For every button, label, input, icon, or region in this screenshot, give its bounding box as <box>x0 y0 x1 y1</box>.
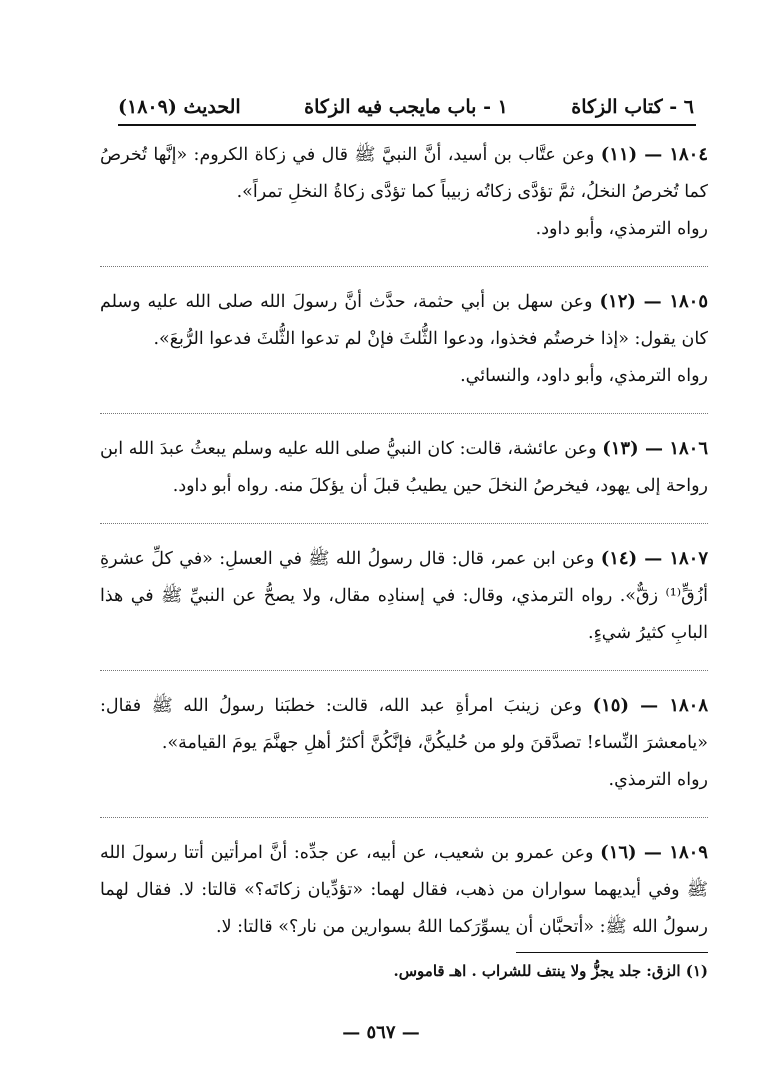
hadith-body: وعن عائشة، قالت: كان النبيُّ صلى الله عليه وسلم يبعثُ عبدَ الله ابن رواحة إلى يهود، فيخرصُ النخلَ حين يطيبُ قبلَ أن يؤكلَ منه. رواه أبو داود. <box>100 439 708 496</box>
hadith-body: وعن سهل بن أبي حثمة، حدَّث أنَّ رسولَ الله صلى الله عليه وسلم كان يقول: «إذا خرصتُم فخذوا، ودعوا الثُّلثَ فإنْ لم تدعوا الثُّلثَ فدعوا الرُّبعَ». <box>100 292 708 349</box>
hadith-body: وعن ابن عمر، قال: قال رسولُ الله ﷺ في العسلِ: «في كلِّ عشرةِ أزُقٍّ⁽¹⁾ زقٌّ». رواه الترمذي، وقال: في إسنادِه مقال، ولا يصحُّ عن النبيِّ ﷺ في هذا البابِ كثيرُ شيءٍ. <box>100 549 708 643</box>
hadith-number: ١٨٠٥ — (١٢) <box>599 291 708 312</box>
hadith-number: ١٨٠٩ — (١٦) <box>600 842 708 863</box>
hadith-divider <box>100 670 708 671</box>
hadith-list <box>100 136 708 964</box>
hadith-source: رواه الترمذي، وأبو داود. <box>535 219 708 239</box>
hadith-body: وعن زينبَ امرأةِ عبد الله، قالت: خطبَنا رسولُ الله ﷺ فقال: «يامعشرَ النِّساء! تصدَّقنَ ولو من حُليكُنَّ، فإنَّكُنَّ أكثرُ أهلِ جهنَّمَ يومَ القيامة». <box>100 696 708 753</box>
hadith-text <box>100 283 708 358</box>
footnote-rule <box>516 952 708 953</box>
hadith-text <box>100 136 708 211</box>
hadith-text <box>100 540 708 652</box>
running-header <box>118 84 694 118</box>
hadith-divider <box>100 523 708 524</box>
hadith-1807 <box>100 540 708 652</box>
hadith-divider <box>100 817 708 818</box>
hadith-text <box>100 834 708 946</box>
hadith-1805 <box>100 283 708 395</box>
hadith-number: ١٨٠٧ — (١٤) <box>600 548 708 569</box>
book-title: ٦ - كتاب الزكاة <box>571 96 694 118</box>
hadith-divider <box>100 266 708 267</box>
hadith-1808 <box>100 687 708 799</box>
hadith-number: ١٨٠٨ — (١٥) <box>592 695 708 716</box>
hadith-source: رواه الترمذي، وأبو داود، والنسائي. <box>460 366 708 386</box>
hadith-text <box>100 687 708 762</box>
chapter-title: ١ - باب مايجب فيه الزكاة <box>304 96 508 118</box>
hadith-source: رواه الترمذي. <box>608 770 708 790</box>
hadith-divider <box>100 413 708 414</box>
hadith-body: وعن عتَّاب بن أسيد، أنَّ النبيَّ ﷺ قال في زكاة الكروم: «إنَّها تُخرصُ كما تُخرصُ النخلُ، ثمَّ تؤدَّى زكاتُه زبيباً كما تؤدَّى زكاةُ النخلِ تمراً». <box>100 145 708 202</box>
hadith-1806 <box>100 430 708 505</box>
page-number: — ٥٦٧ — <box>342 1022 420 1043</box>
hadith-body: وعن عمرو بن شعيب، عن أبيه، عن جدِّه: أنَّ امرأتين أتتا رسولَ الله ﷺ وفي أيديهما سواران من ذهب، فقال لهما: «تؤدِّيان زكاتَه؟» قالتا: لا. فقال لهما رسولُ الله ﷺ: «أتحبَّان أن يسوِّرَكما اللهُ بسوارين من نار؟» قالتا: لا. <box>100 843 708 937</box>
hadith-1809 <box>100 834 708 946</box>
hadith-number: ١٨٠٦ — (١٣) <box>602 438 708 459</box>
footnote: (١) الزق: جلد يجزُّ ولا ينتف للشراب . اهـ قاموس. <box>393 962 708 980</box>
hadith-1804 <box>100 136 708 248</box>
hadith-range: الحديث (١٨٠٩) <box>118 96 241 118</box>
hadith-text <box>100 430 708 505</box>
header-rule <box>118 124 696 126</box>
hadith-number: ١٨٠٤ — (١١) <box>600 144 708 165</box>
